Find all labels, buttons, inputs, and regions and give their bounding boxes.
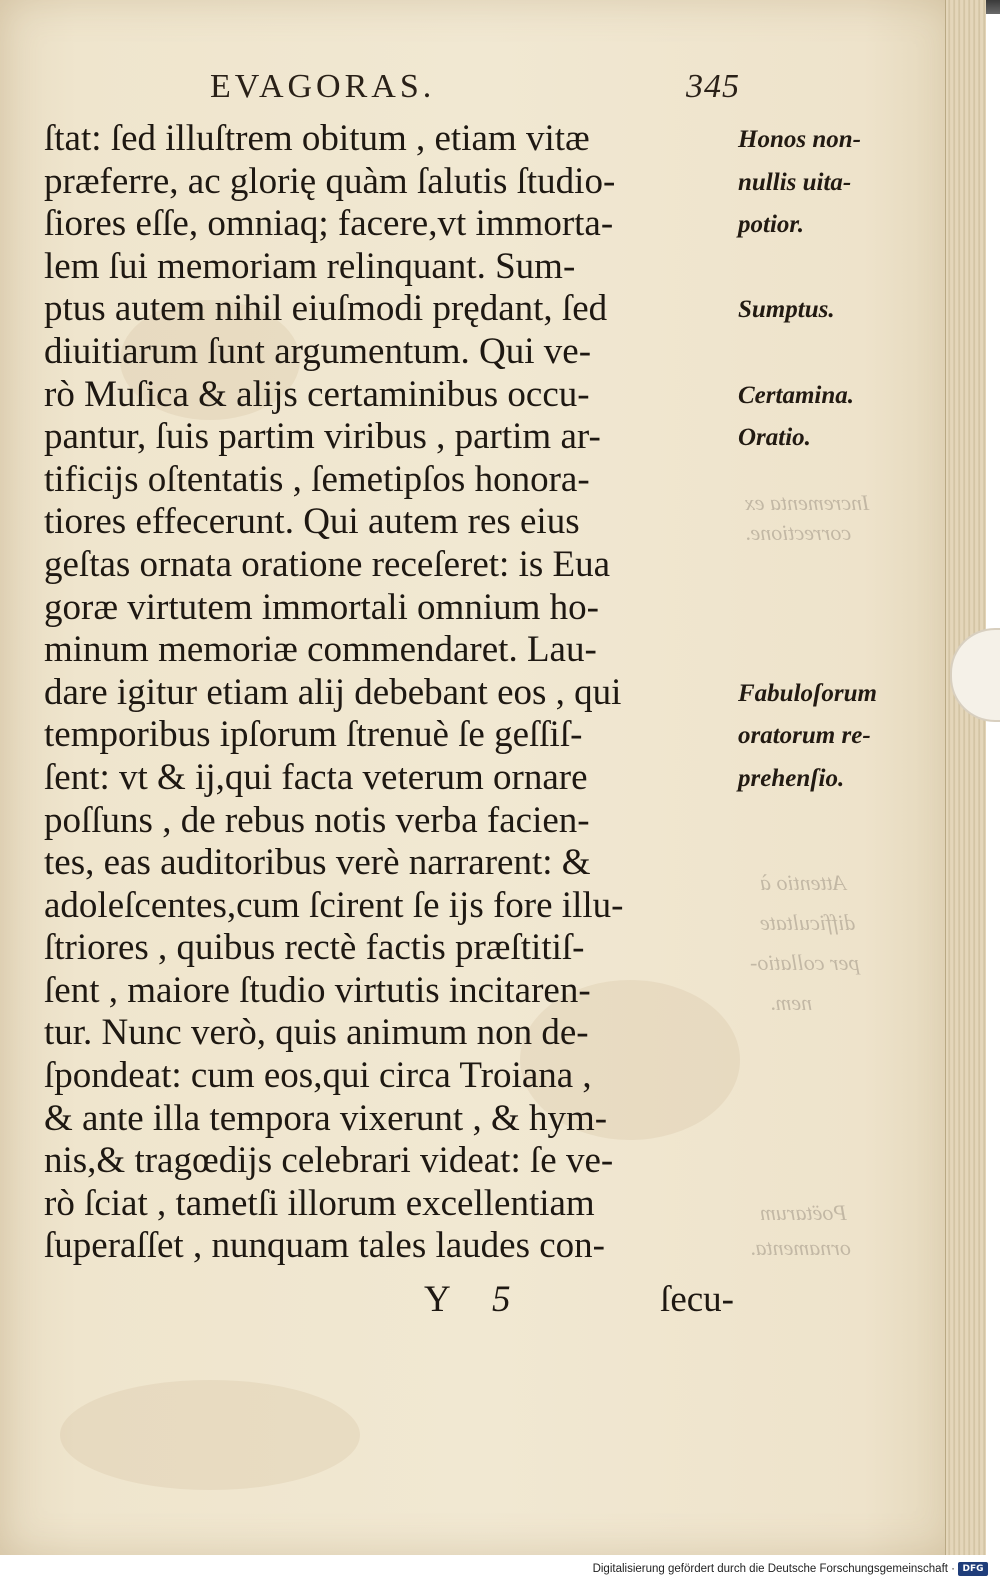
show-through-text: nem. bbox=[770, 990, 813, 1015]
signature-line bbox=[44, 1278, 734, 1322]
text-line: dare igitur etiam alij debebant eos , qui bbox=[44, 671, 622, 713]
digitization-credit bbox=[560, 1562, 988, 1582]
show-through-text: correctione. bbox=[745, 520, 852, 545]
text-line: goræ virtutem immortali omnium ho- bbox=[44, 586, 599, 628]
show-through-text: Attentio à bbox=[760, 870, 847, 895]
show-through-text: difficultate bbox=[760, 910, 856, 935]
text-line: ſent: vt & ij,qui facta veterum ornare bbox=[44, 756, 588, 798]
page-header bbox=[210, 68, 740, 112]
text-line: diuitiarum ſunt argumentum. Qui ve- bbox=[44, 330, 592, 372]
show-through-text: per collatio- bbox=[750, 950, 860, 975]
page-edges bbox=[945, 0, 986, 1555]
text-line: adoleſcentes,cum ſcirent ſe ijs fore illu- bbox=[44, 884, 624, 926]
text-line: ſtriores , quibus rectè factis præſtitiſ- bbox=[44, 927, 585, 969]
signature-number: 5 bbox=[492, 1279, 511, 1320]
text-line: tur. Nunc verò, quis animum non de- bbox=[44, 1012, 589, 1054]
margin-note: Fabuloſorum bbox=[738, 679, 877, 707]
text-line: pantur, ſuis partim viribus , partim ar- bbox=[44, 416, 601, 458]
paper-stain bbox=[60, 1380, 360, 1490]
margin-note: Honos non- bbox=[738, 126, 861, 153]
text-line: minum memoriæ commendaret. Lau- bbox=[44, 629, 597, 671]
text-line: tiores effecerunt. Qui autem res eius bbox=[44, 501, 580, 543]
text-line: ſpondeat: cum eos,qui circa Troiana , bbox=[44, 1055, 592, 1097]
main-text bbox=[44, 118, 734, 1268]
text-line: nis,& tragœdijs celebrari videat: ſe ve- bbox=[44, 1140, 614, 1182]
text-line: ſent , maiore ſtudio virtutis incitaren- bbox=[44, 969, 591, 1011]
margin-note: Certamina. bbox=[738, 381, 854, 409]
running-head: EVAGORAS. bbox=[210, 68, 436, 105]
show-through-text: ornamenta. bbox=[750, 1235, 851, 1260]
text-line: poſſuns , de rebus notis verba facien- bbox=[44, 799, 590, 841]
text-line: ſuperaſſet , nunquam tales laudes con- bbox=[44, 1225, 605, 1267]
credit-text: Digitalisierung gefördert durch die Deutsche Forschungsgemeinschaft · bbox=[592, 1563, 955, 1575]
text-line: tes, eas auditoribus verè narrarent: & bbox=[44, 842, 591, 884]
show-through-text: Incrementa ex bbox=[745, 490, 870, 515]
margin-note: Sumptus. bbox=[738, 296, 835, 324]
text-line: temporibus ipſorum ſtrenuè ſe geſſiſ- bbox=[44, 714, 583, 756]
text-line: præferre, ac glorię quàm ſalutis ſtudio- bbox=[44, 160, 616, 202]
page-number: 345 bbox=[686, 68, 740, 105]
text-line: & ante illa tempora vixerunt , & hym- bbox=[44, 1097, 608, 1139]
text-line: lem ſui memoriam relinquant. Sum- bbox=[44, 245, 576, 287]
text-line: ſtat: ſed illuſtrem obitum , etiam vitæ bbox=[44, 118, 590, 159]
text-line: tificijs oſtentatis , ſemetipſos honora- bbox=[44, 458, 590, 500]
text-line: rò Muſica & alijs certaminibus occu- bbox=[44, 373, 590, 415]
text-line: geſtas ornata oratione receſeret: is Eua bbox=[44, 543, 611, 585]
margin-note: nullis uita- bbox=[738, 168, 852, 196]
margin-note: prehenſio. bbox=[738, 765, 845, 792]
show-through-text: Poëtarum bbox=[760, 1200, 847, 1225]
text-line: ptus autem nihil eiuſmodi prędant, ſed bbox=[44, 288, 608, 330]
text-line: rò ſciat , tametſi illorum excellentiam bbox=[44, 1182, 595, 1224]
margin-note: potior. bbox=[738, 211, 804, 239]
dfg-logo-icon: DFG bbox=[958, 1562, 988, 1576]
text-line: ſiores eſſe, omniaq; facere,vt immorta- bbox=[44, 203, 614, 245]
signature-letter: Y bbox=[424, 1279, 451, 1320]
margin-note: oratorum re- bbox=[738, 722, 871, 750]
catchword: ſecu- bbox=[660, 1279, 734, 1320]
margin-note: Oratio. bbox=[738, 424, 811, 452]
